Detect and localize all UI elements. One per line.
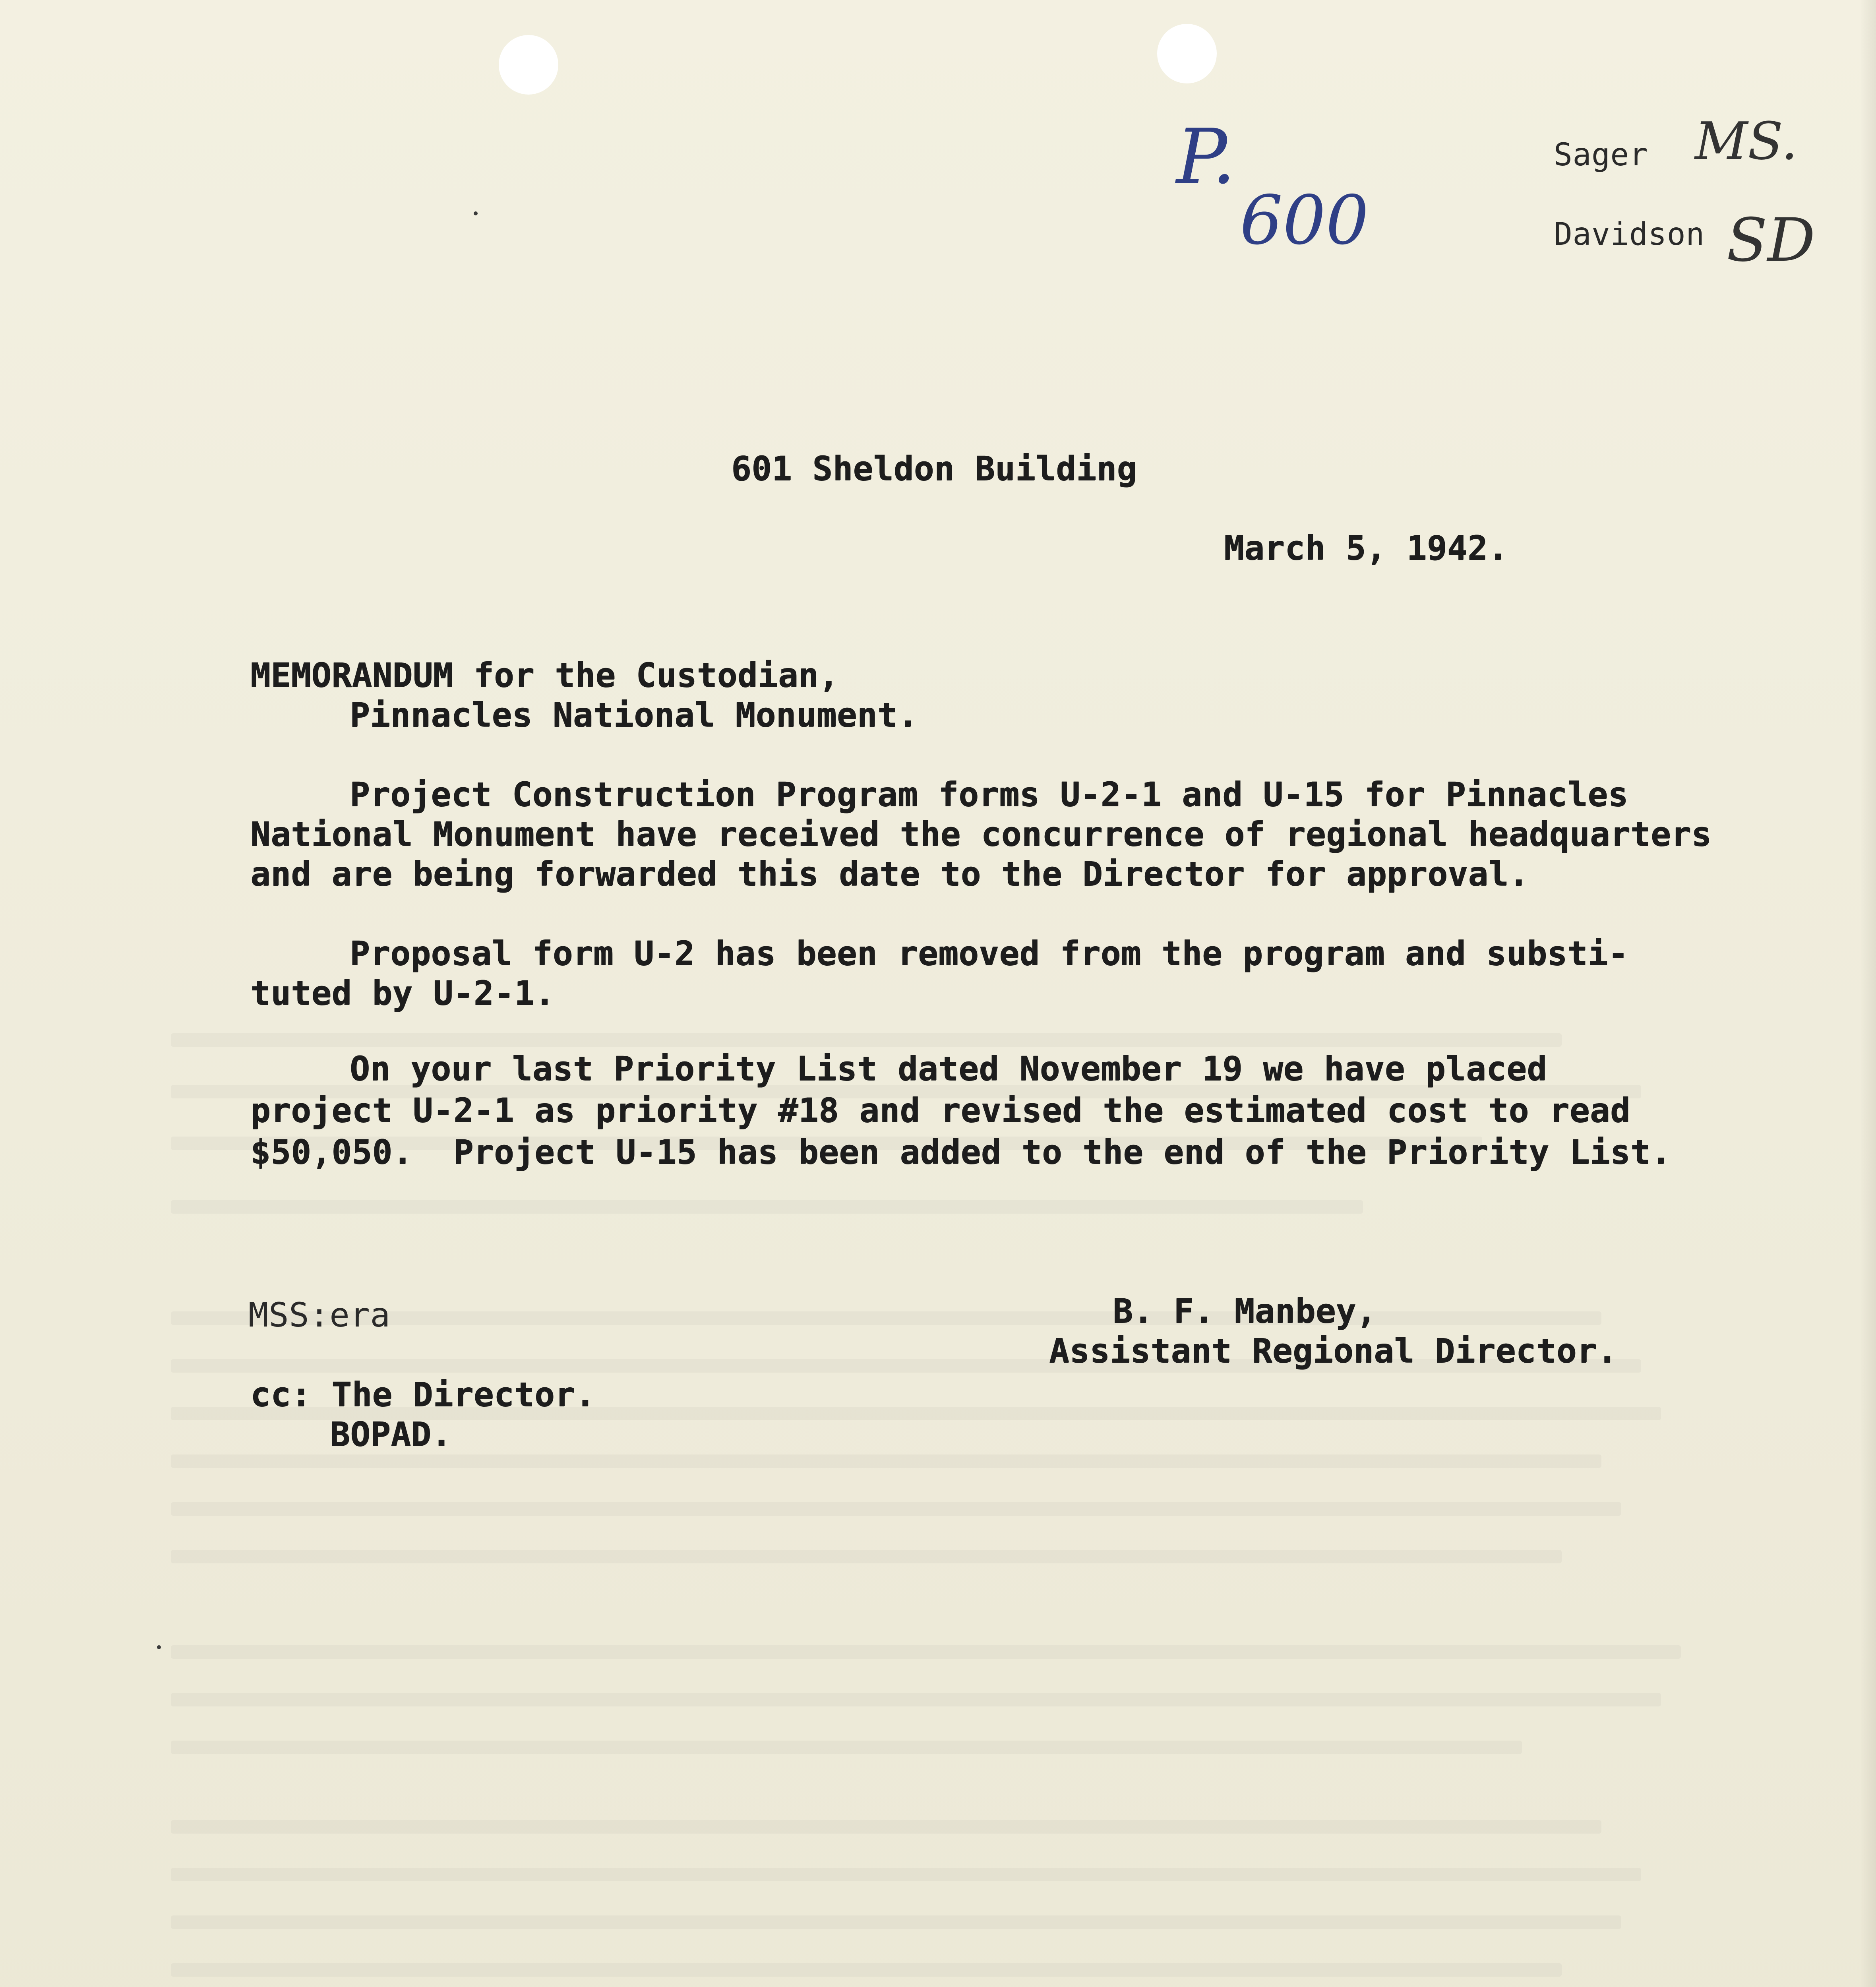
- memo-heading-line-1: MEMORANDUM for the Custodian,: [250, 656, 839, 695]
- paragraph-1-line-2: National Monument have received the concurrence of regional headquarters: [250, 815, 1712, 854]
- stray-mark: [474, 211, 478, 215]
- paragraph-2-line-2: tuted by U-2-1.: [250, 974, 555, 1013]
- letter-date: March 5, 1942.: [1224, 529, 1508, 567]
- handwritten-file-ref-2: 600: [1240, 181, 1369, 260]
- routing-name-davidson: Davidson: [1554, 217, 1705, 252]
- page-edge-shadow: [1860, 0, 1876, 1987]
- punch-hole-left: [499, 35, 558, 95]
- routing-initials-sager: MS.: [1695, 111, 1798, 171]
- cc-line-1: cc: The Director.: [250, 1375, 596, 1414]
- memo-heading-line-2: Pinnacles National Monument.: [350, 695, 918, 734]
- handwritten-file-ref-1: P.: [1176, 113, 1236, 201]
- routing-name-sager: Sager: [1554, 137, 1648, 173]
- paragraph-2-line-1: Proposal form U-2 has been removed from the program and substi-: [350, 934, 1628, 973]
- reference-initials: MSS:era: [248, 1296, 391, 1334]
- paragraph-1-line-3: and are being forwarded this date to the Director for approval.: [250, 854, 1529, 893]
- stray-mark: [157, 1645, 161, 1649]
- paragraph-3-line-2: project U-2-1 as priority #18 and revised the estimated cost to read: [250, 1091, 1630, 1130]
- signer-title: Assistant Regional Director.: [1049, 1331, 1618, 1370]
- punch-hole-right: [1157, 24, 1217, 83]
- signer-name: B. F. Manbey,: [1113, 1292, 1377, 1330]
- paragraph-1-line-1: Project Construction Program forms U-2-1 and U-15 for Pinnacles: [350, 775, 1628, 814]
- routing-initials-davidson: SD: [1727, 206, 1816, 275]
- paragraph-3-line-1: On your last Priority List dated November 19 we have placed: [350, 1049, 1547, 1088]
- paragraph-3-line-3: $50,050. Project U-15 has been added to the end of the Priority List.: [250, 1133, 1671, 1172]
- cc-line-2: BOPAD.: [330, 1415, 452, 1454]
- letterhead-address: 601 Sheldon Building: [731, 449, 1137, 488]
